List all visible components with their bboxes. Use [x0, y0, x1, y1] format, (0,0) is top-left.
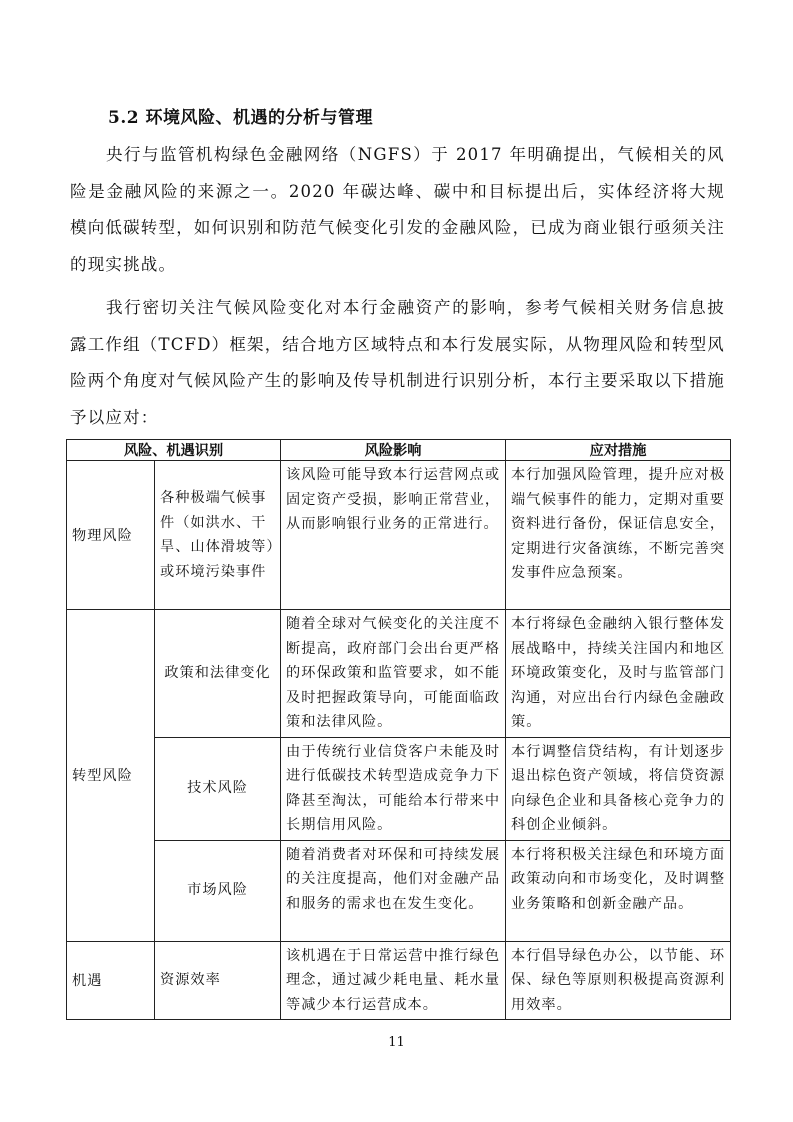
impact-cell: 由于传统行业信贷客户未能及时进行低碳技术转型造成竞争力下降甚至淘汰，可能给本行带来中长期信用风险。 — [281, 737, 506, 840]
impact-cell: 该机遇在于日常运营中推行绿色理念，通过减少耗电量、耗水量等减少本行运营成本。 — [281, 941, 506, 1020]
subcategory-cell: 资源效率 — [155, 941, 281, 1020]
subcategory-cell: 技术风险 — [155, 737, 281, 840]
subcategory-cell: 市场风险 — [155, 840, 281, 941]
impact-cell: 该风险可能导致本行运营网点或固定资产受损，影响正常营业，从而影响银行业务的正常进行。 — [281, 461, 506, 610]
category-opportunity: 机遇 — [67, 941, 155, 1020]
body-paragraph-2: 我行密切关注气候风险变化对本行金融资产的影响，参考气候相关财务信息披露工作组（TCFD）框架，结合地方区域特点和本行发展实际，从物理风险和转型风险两个角度对气候风险产生的影响及传导机制进行识别分析，本行主要采取以下措施予以应对： — [70, 298, 725, 427]
category-transition-risk: 转型风险 — [67, 610, 155, 942]
header-measures: 应对措施 — [506, 440, 731, 461]
page-number: 11 — [388, 1035, 405, 1050]
subcategory-cell: 各种极端气候事件（如洪水、干旱、山体滑坡等）或环境污染事件 — [155, 461, 281, 610]
measure-cell: 本行将绿色金融纳入银行整体发展战略中，持续关注国内和地区环境政策变化，及时与监管部门沟通，对应出台行内绿色金融政策。 — [506, 610, 731, 738]
risk-opportunity-table — [66, 439, 731, 1020]
section-heading: 5.2 环境风险、机遇的分析与管理 — [108, 108, 373, 128]
header-identification: 风险、机遇识别 — [67, 440, 281, 461]
table-row — [67, 461, 731, 610]
header-impact: 风险影响 — [281, 440, 506, 461]
impact-cell: 随着消费者对环保和可持续发展的关注度提高，他们对金融产品和服务的需求也在发生变化。 — [281, 840, 506, 941]
measure-cell: 本行调整信贷结构，有计划逐步退出棕色资产领域，将信贷资源向绿色企业和具备核心竞争力的科创企业倾斜。 — [506, 737, 731, 840]
body-paragraph-1: 央行与监管机构绿色金融网络（NGFS）于 2017 年明确提出，气候相关的风险是金融风险的来源之一。2020 年碳达峰、碳中和目标提出后，实体经济将大规模向低碳转型，如何识别和防范气候变化引发的金融风险，已成为商业银行亟须关注的现实挑战。 — [70, 145, 725, 274]
table-row — [67, 941, 731, 1020]
category-physical-risk: 物理风险 — [67, 461, 155, 610]
subcategory-cell: 政策和法律变化 — [155, 610, 281, 738]
impact-cell: 随着全球对气候变化的关注度不断提高，政府部门会出台更严格的环保政策和监管要求，如不能及时把握政策导向，可能面临政策和法律风险。 — [281, 610, 506, 738]
table-row — [67, 737, 731, 840]
table-row — [67, 840, 731, 941]
measure-cell: 本行倡导绿色办公，以节能、环保、绿色等原则积极提高资源利用效率。 — [506, 941, 731, 1020]
measure-cell: 本行加强风险管理，提升应对极端气候事件的能力，定期对重要资料进行备份，保证信息安全，定期进行灾备演练，不断完善突发事件应急预案。 — [506, 461, 731, 610]
measure-cell: 本行将积极关注绿色和环境方面政策动向和市场变化，及时调整业务策略和创新金融产品。 — [506, 840, 731, 941]
table-row — [67, 610, 731, 738]
table-header-row — [67, 440, 731, 461]
